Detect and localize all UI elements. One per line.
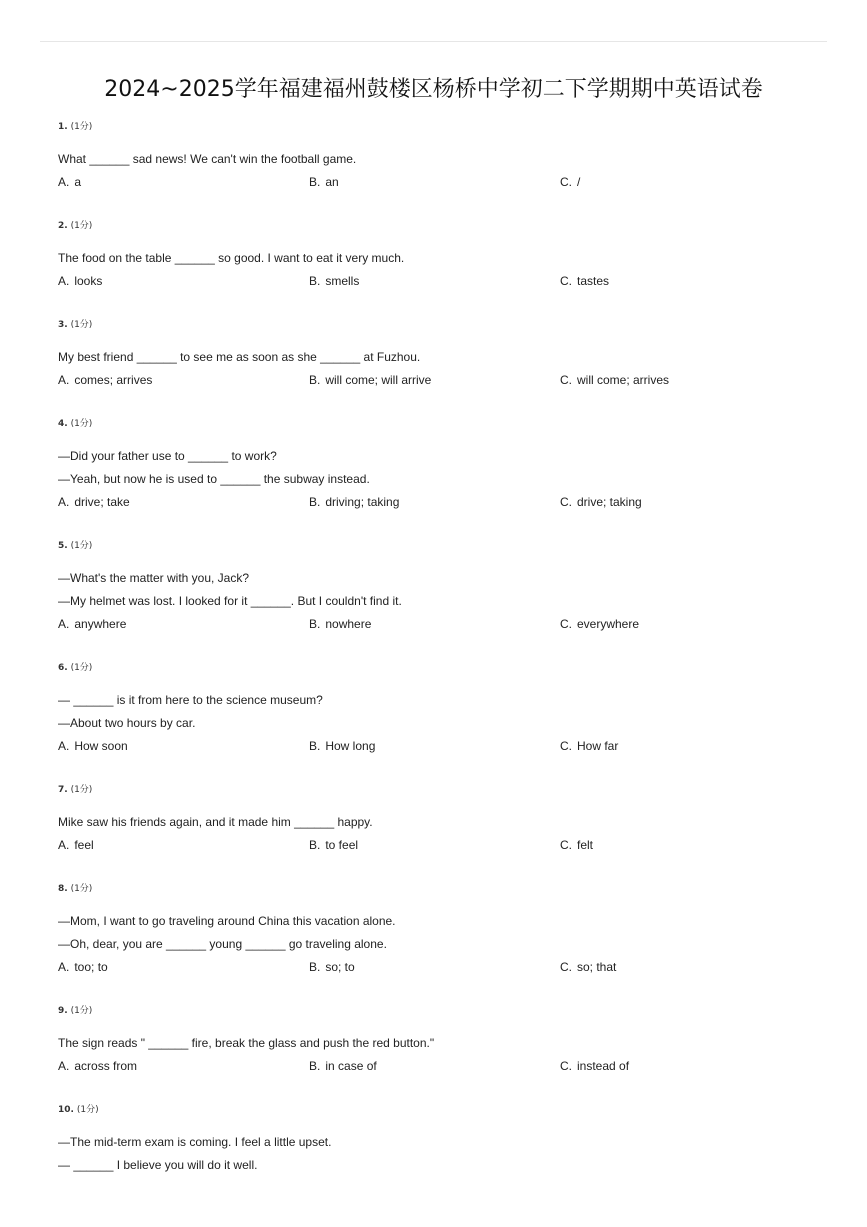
question-score: (1分): [70, 419, 93, 429]
option-a: [58, 369, 309, 392]
option-text: feel: [74, 838, 94, 852]
option-letter: C.: [560, 495, 572, 509]
option-letter: B.: [309, 495, 321, 509]
option-text: nowhere: [325, 617, 372, 631]
option-text: instead of: [577, 1059, 630, 1073]
question-stem-line-1: —What's the matter with you, Jack?: [58, 571, 250, 585]
question-number: 2.: [58, 221, 68, 231]
question-header: [58, 219, 828, 233]
option-letter: C.: [560, 373, 572, 387]
options-row: [58, 834, 828, 857]
option-letter: C.: [560, 960, 572, 974]
option-a: [58, 491, 309, 514]
option-text: an: [325, 175, 339, 189]
option-letter: A.: [58, 373, 70, 387]
option-letter: B.: [309, 617, 321, 631]
top-divider: [40, 41, 827, 42]
option-c: [560, 369, 811, 392]
options-row: [58, 1055, 828, 1078]
option-text: anywhere: [74, 617, 127, 631]
question-stem: The food on the table ______ so good. I want to eat it very much.: [58, 251, 405, 265]
option-b: [309, 834, 560, 857]
option-text: so; to: [325, 960, 355, 974]
question-stem-line-2: —Oh, dear, you are ______ young ______ go traveling alone.: [58, 937, 387, 951]
option-text: a: [74, 175, 82, 189]
option-letter: B.: [309, 274, 321, 288]
question-score: (1分): [70, 663, 93, 673]
option-text: How far: [577, 739, 619, 753]
question-header: [58, 120, 828, 134]
question-9: [58, 1004, 828, 1103]
option-text: too; to: [74, 960, 108, 974]
option-letter: A.: [58, 960, 70, 974]
option-text: in case of: [325, 1059, 377, 1073]
option-c: [560, 491, 811, 514]
option-letter: B.: [309, 739, 321, 753]
question-7: [58, 783, 828, 882]
question-stem: The sign reads " ______ fire, break the glass and push the red button.": [58, 1036, 435, 1050]
question-score: (1分): [70, 320, 93, 330]
question-3: [58, 318, 828, 417]
question-list: [58, 120, 828, 1177]
option-text: so; that: [577, 960, 617, 974]
option-letter: A.: [58, 739, 70, 753]
option-letter: C.: [560, 739, 572, 753]
option-letter: C.: [560, 617, 572, 631]
question-number: 3.: [58, 320, 68, 330]
question-stem-line-2: —Yeah, but now he is used to ______ the subway instead.: [58, 472, 370, 486]
question-stem: What ______ sad news! We can't win the football game.: [58, 152, 357, 166]
question-number: 7.: [58, 785, 68, 795]
question-number: 10.: [58, 1105, 74, 1115]
options-row: [58, 171, 828, 194]
question-stem-line-2: — ______ I believe you will do it well.: [58, 1158, 258, 1172]
option-b: [309, 270, 560, 293]
options-row: [58, 735, 828, 758]
question-8: [58, 882, 828, 1004]
option-text: will come; will arrive: [325, 373, 432, 387]
option-letter: C.: [560, 274, 572, 288]
option-text: to feel: [325, 838, 359, 852]
option-b: [309, 735, 560, 758]
option-letter: B.: [309, 838, 321, 852]
question-stem-line-1: — ______ is it from here to the science museum?: [58, 693, 323, 707]
option-c: [560, 834, 811, 857]
option-c: [560, 956, 811, 979]
option-text: will come; arrives: [577, 373, 670, 387]
option-text: looks: [74, 274, 103, 288]
question-number: 5.: [58, 541, 68, 551]
option-text: driving; taking: [325, 495, 400, 509]
option-a: [58, 270, 309, 293]
page-title: 2024~2025学年福建福州鼓楼区杨桥中学初二下学期期中英语试卷: [104, 77, 763, 102]
question-score: (1分): [70, 221, 93, 231]
options-row: [58, 491, 828, 514]
option-letter: B.: [309, 175, 321, 189]
question-header: [58, 417, 828, 431]
option-letter: B.: [309, 373, 321, 387]
option-a: [58, 613, 309, 636]
question-stem: My best friend ______ to see me as soon as she ______ at Fuzhou.: [58, 350, 421, 364]
option-letter: C.: [560, 838, 572, 852]
question-score: (1分): [70, 122, 93, 132]
option-c: [560, 270, 811, 293]
question-score: (1分): [76, 1105, 99, 1115]
option-a: [58, 735, 309, 758]
options-row: [58, 270, 828, 293]
question-score: (1分): [70, 884, 93, 894]
question-6: [58, 661, 828, 783]
question-stem-line-2: —About two hours by car.: [58, 716, 196, 730]
question-score: (1分): [70, 1006, 93, 1016]
question-number: 6.: [58, 663, 68, 673]
option-text: felt: [577, 838, 594, 852]
option-letter: A.: [58, 495, 70, 509]
question-header: [58, 661, 828, 675]
option-letter: A.: [58, 274, 70, 288]
option-b: [309, 613, 560, 636]
option-letter: A.: [58, 1059, 70, 1073]
option-text: smells: [325, 274, 360, 288]
option-a: [58, 956, 309, 979]
option-c: [560, 171, 811, 194]
question-2: [58, 219, 828, 318]
option-b: [309, 171, 560, 194]
options-row: [58, 369, 828, 392]
question-header: [58, 1103, 828, 1117]
question-5: [58, 539, 828, 661]
option-letter: C.: [560, 1059, 572, 1073]
question-header: [58, 882, 828, 896]
option-text: How soon: [74, 739, 128, 753]
option-a: [58, 171, 309, 194]
question-number: 9.: [58, 1006, 68, 1016]
question-stem: Mike saw his friends again, and it made him ______ happy.: [58, 815, 373, 829]
question-stem-line-1: —Did your father use to ______ to work?: [58, 449, 277, 463]
question-score: (1分): [70, 541, 93, 551]
question-4: [58, 417, 828, 539]
option-b: [309, 369, 560, 392]
options-row: [58, 613, 828, 636]
option-text: drive; take: [74, 495, 130, 509]
option-text: comes; arrives: [74, 373, 153, 387]
option-c: [560, 735, 811, 758]
question-header: [58, 318, 828, 332]
option-text: /: [577, 175, 581, 189]
question-stem-line-2: —My helmet was lost. I looked for it ______. But I couldn't find it.: [58, 594, 402, 608]
option-b: [309, 1055, 560, 1078]
question-10: [58, 1103, 828, 1177]
question-score: (1分): [70, 785, 93, 795]
option-letter: B.: [309, 1059, 321, 1073]
option-c: [560, 613, 811, 636]
option-letter: A.: [58, 617, 70, 631]
option-a: [58, 1055, 309, 1078]
option-b: [309, 491, 560, 514]
options-row: [58, 956, 828, 979]
question-stem-line-1: —The mid-term exam is coming. I feel a little upset.: [58, 1135, 332, 1149]
option-letter: A.: [58, 838, 70, 852]
question-header: [58, 1004, 828, 1018]
option-letter: A.: [58, 175, 70, 189]
question-1: [58, 120, 828, 219]
option-letter: C.: [560, 175, 572, 189]
question-header: [58, 539, 828, 553]
question-number: 4.: [58, 419, 68, 429]
question-number: 1.: [58, 122, 68, 132]
option-text: How long: [325, 739, 376, 753]
option-text: across from: [74, 1059, 138, 1073]
question-stem-line-1: —Mom, I want to go traveling around China this vacation alone.: [58, 914, 396, 928]
option-text: everywhere: [577, 617, 640, 631]
option-c: [560, 1055, 811, 1078]
option-b: [309, 956, 560, 979]
question-number: 8.: [58, 884, 68, 894]
option-letter: B.: [309, 960, 321, 974]
option-text: tastes: [577, 274, 610, 288]
option-a: [58, 834, 309, 857]
option-text: drive; taking: [577, 495, 642, 509]
question-header: [58, 783, 828, 797]
